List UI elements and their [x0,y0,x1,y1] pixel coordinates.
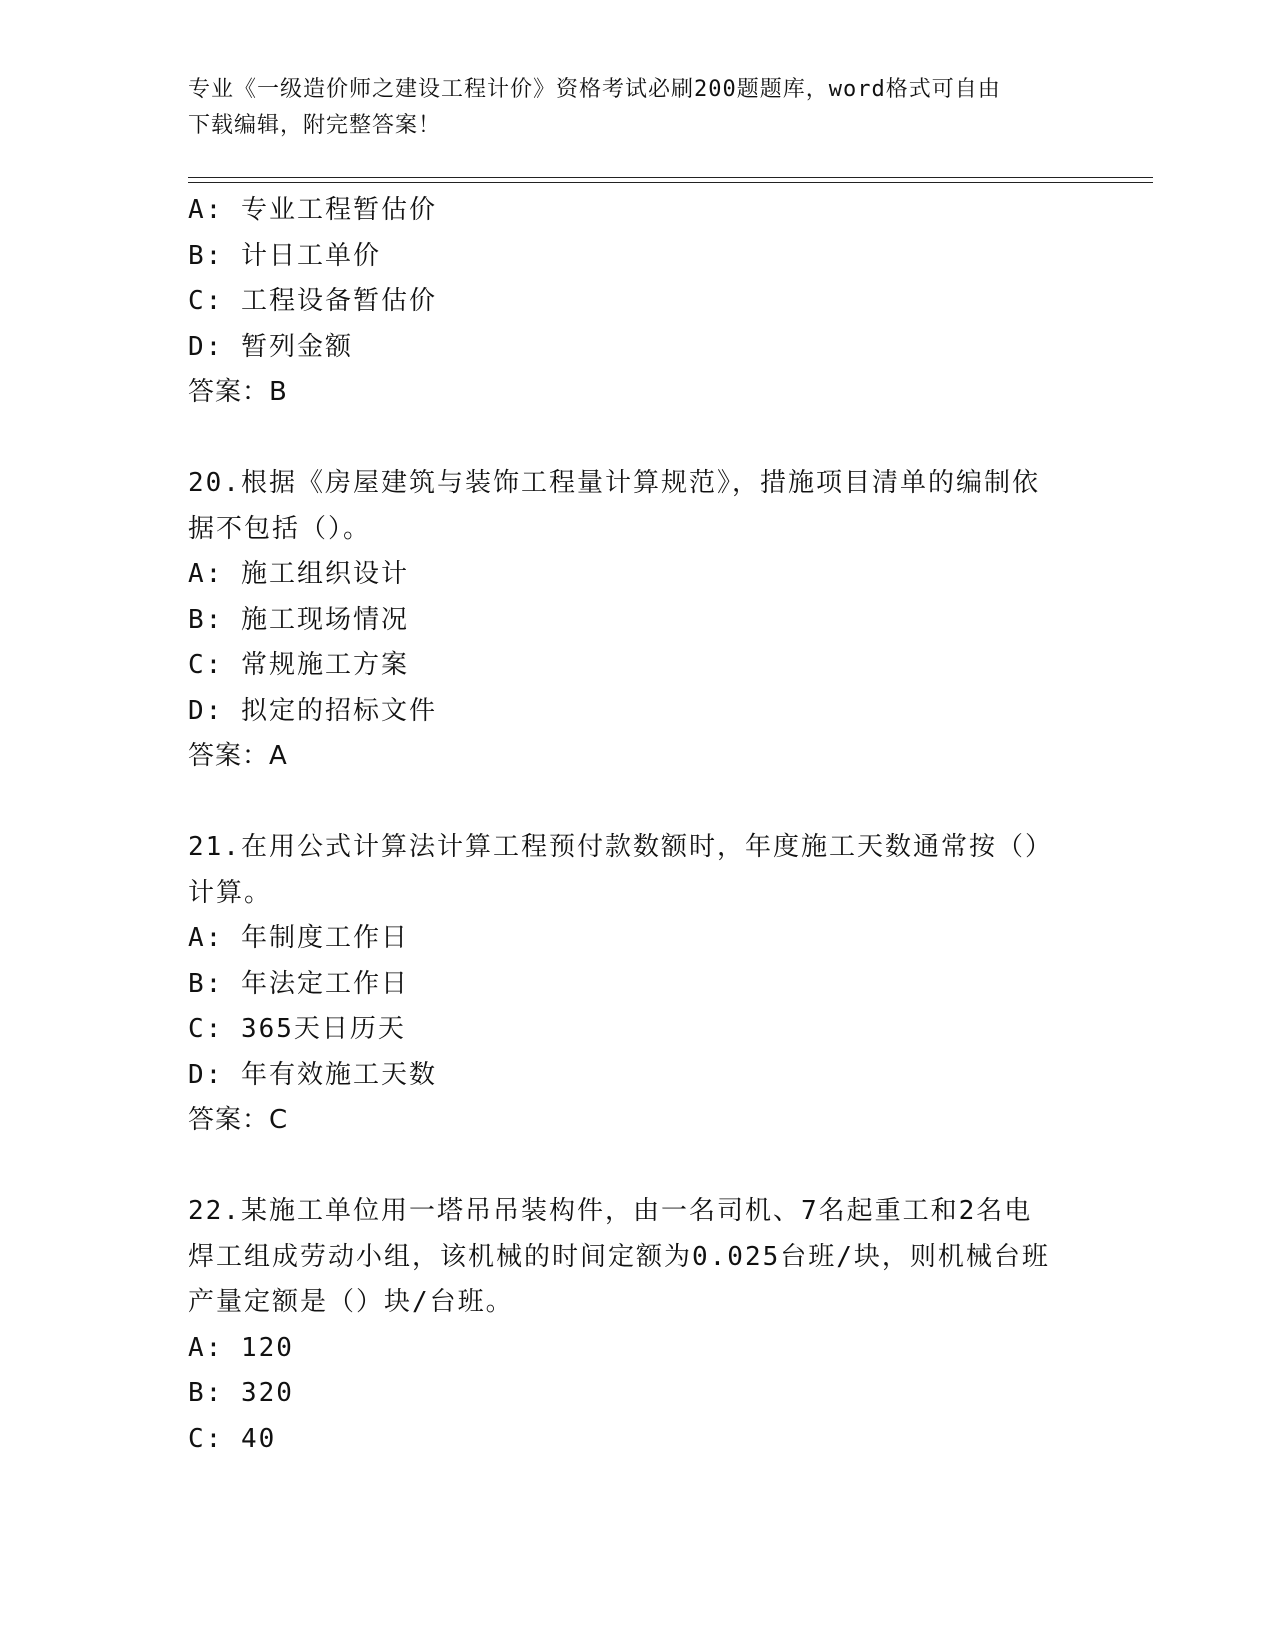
option-d: D: 年有效施工天数 [188,1059,437,1090]
question-stem-line: 产量定额是（）块/台班。 [188,1287,514,1317]
question-stem-line: 焊工组成劳动小组，该机械的时间定额为0.025台班/块，则机械台班 [188,1241,1050,1272]
option-b: B: 320 [188,1378,294,1408]
header-divider-top [188,177,1153,178]
document-body [188,188,1088,1462]
question-20 [188,461,1088,780]
option-a: A: 施工组织设计 [188,559,409,589]
option-b: B: 计日工单价 [188,240,381,271]
spacer [188,780,1088,826]
option-c: C: 工程设备暂估价 [188,286,437,316]
spacer [188,416,1088,462]
answer-line: 答案：A [188,741,288,771]
option-a: A: 年制度工作日 [188,923,409,953]
option-c: C: 常规施工方案 [188,650,409,680]
option-c: C: 40 [188,1423,277,1454]
option-c: C: 365天日历天 [188,1014,406,1044]
question-stem-line: 21.在用公式计算法计算工程预付款数额时，年度施工天数通常按（） [188,832,1053,862]
header-line-1: 专业《一级造价师之建设工程计价》资格考试必刷200题题库，word格式可自由 [188,77,1001,102]
option-a: A: 专业工程暂估价 [188,195,437,225]
question-stem-line: 据不包括（）。 [188,513,372,544]
header-line-2: 下载编辑，附完整答案！ [188,113,442,138]
answer-line: 答案：B [188,377,288,407]
header-divider-bottom [188,182,1153,183]
question-stem-line: 计算。 [188,877,273,908]
option-b: B: 施工现场情况 [188,604,409,635]
question-stem-line: 22.某施工单位用一塔吊吊装构件，由一名司机、7名起重工和2名电 [188,1196,1033,1226]
option-d: D: 拟定的招标文件 [188,695,437,726]
document-header [188,72,1088,144]
question-22 [188,1189,1088,1462]
option-d: D: 暂列金额 [188,331,353,362]
answer-line: 答案：C [188,1105,289,1135]
question-19-remainder [188,188,1088,416]
question-21 [188,825,1088,1144]
option-b: B: 年法定工作日 [188,968,409,999]
question-stem-line: 20.根据《房屋建筑与装饰工程量计算规范》，措施项目清单的编制依 [188,468,1040,498]
option-a: A: 120 [188,1332,294,1363]
spacer [188,1144,1088,1190]
